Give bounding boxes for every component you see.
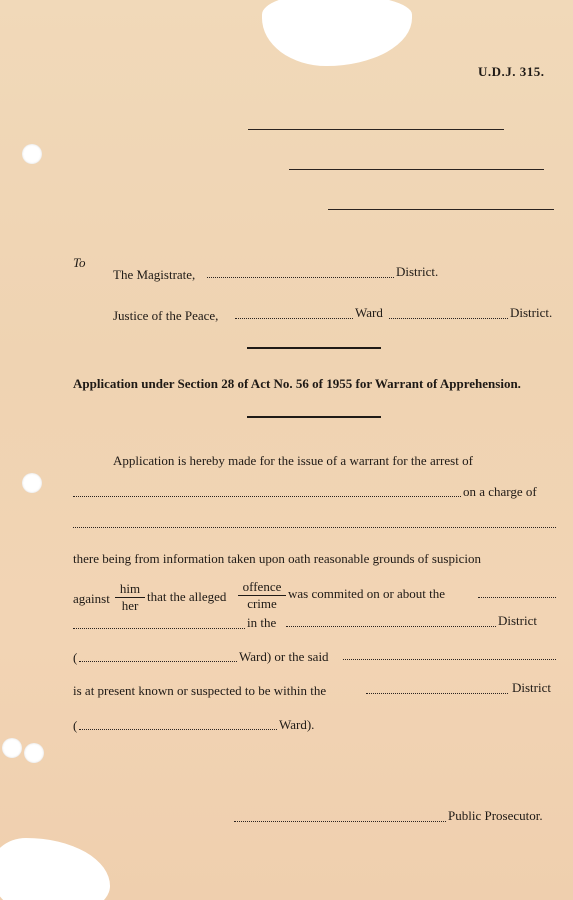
blank-line — [289, 169, 544, 170]
ward-field[interactable] — [79, 729, 277, 730]
punch-hole — [22, 144, 42, 164]
open-paren: ( — [73, 718, 78, 733]
justice-label: Justice of the Peace, — [113, 308, 219, 323]
punch-hole — [22, 473, 42, 493]
known-label: is at present known or suspected to be within the — [73, 683, 327, 698]
him-label: him — [119, 581, 141, 596]
ward-field[interactable] — [389, 318, 508, 319]
blank-line — [328, 209, 554, 210]
on-charge-label: on a charge of — [463, 484, 537, 499]
ward-end-label: Ward). — [279, 717, 315, 732]
magistrate-label: The Magistrate, — [113, 267, 196, 282]
in-the-label: in the — [247, 615, 277, 630]
district-label: District — [498, 613, 537, 628]
crime-label: crime — [247, 596, 277, 611]
ward-label: Ward — [355, 305, 383, 320]
divider — [247, 416, 381, 418]
date-continued-field[interactable] — [73, 628, 245, 629]
ward-field[interactable] — [79, 661, 237, 662]
form-reference: U.D.J. 315. — [478, 64, 545, 79]
her-label: her — [121, 598, 139, 613]
offence-crime-fraction — [238, 580, 286, 611]
alleged-label: that the alleged — [147, 589, 227, 604]
divider — [247, 347, 381, 349]
justice-name-field[interactable] — [235, 318, 353, 319]
signature-field[interactable] — [234, 821, 446, 822]
punch-hole — [24, 743, 44, 763]
district-label: District — [512, 680, 551, 695]
location-field[interactable] — [286, 626, 496, 627]
district-label: District. — [510, 305, 553, 320]
blank-line — [248, 129, 504, 130]
public-prosecutor-label: Public Prosecutor. — [448, 808, 543, 823]
date-field[interactable] — [478, 597, 556, 598]
charge-field[interactable] — [73, 527, 556, 528]
against-label: against — [73, 591, 110, 606]
him-her-fraction — [115, 582, 145, 613]
committed-label: was commited on or about the — [288, 586, 446, 601]
application-heading: Application under Section 28 of Act No. 56 of 1955 for Warrant of Apprehension. — [73, 376, 521, 391]
district-label: District. — [396, 264, 439, 279]
current-location-field[interactable] — [366, 693, 508, 694]
body-line-1: Application is hereby made for the issue of a warrant for the arrest of — [113, 453, 473, 468]
offence-label: offence — [242, 579, 282, 594]
to-label: To — [73, 255, 86, 270]
torn-corner-top — [262, 0, 412, 66]
accused-name-field[interactable] — [73, 496, 461, 497]
said-field[interactable] — [343, 659, 556, 660]
open-paren: ( — [73, 650, 78, 665]
torn-corner-bottom — [0, 838, 110, 900]
ward-or-label: Ward) or the said — [239, 649, 329, 664]
punch-hole — [2, 738, 22, 758]
magistrate-district-field[interactable] — [207, 277, 394, 278]
body-line-3: there being from information taken upon oath reasonable grounds of suspicion — [73, 551, 481, 566]
